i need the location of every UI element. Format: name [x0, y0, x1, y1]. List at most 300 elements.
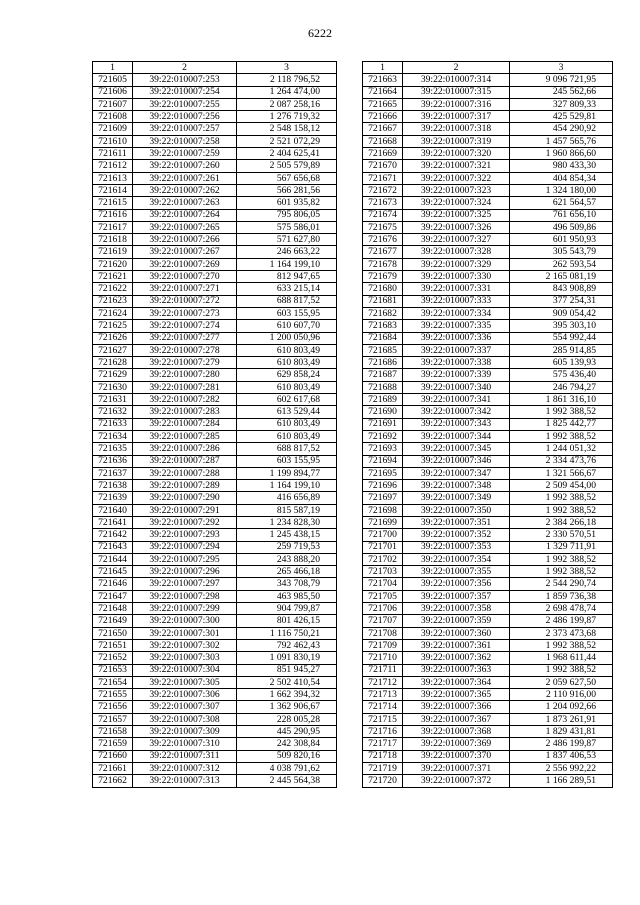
table-row [93, 443, 337, 455]
cadastral-value-cell: 2 445 564,38 [237, 775, 337, 787]
row-number-cell: 721621 [93, 271, 133, 283]
cadastral-number-cell: 39:22:010007:283 [133, 406, 237, 418]
cadastral-number-cell: 39:22:010007:361 [403, 639, 510, 651]
row-number-cell: 721714 [363, 701, 403, 713]
table-row [93, 455, 337, 467]
header-cell: 1 [363, 62, 403, 74]
row-number-cell: 721702 [363, 553, 403, 565]
cadastral-value-cell: 509 820,16 [237, 750, 337, 762]
table-row [363, 664, 613, 676]
cadastral-value-cell: 1 992 388,52 [510, 406, 613, 418]
cadastral-number-cell: 39:22:010007:296 [133, 566, 237, 578]
cadastral-value-cell: 2 544 290,74 [510, 578, 613, 590]
table-row [93, 381, 337, 393]
cadastral-value-cell: 602 617,68 [237, 394, 337, 406]
cadastral-value-cell: 1 204 092,66 [510, 701, 613, 713]
row-number-cell: 721715 [363, 713, 403, 725]
cadastral-number-cell: 39:22:010007:253 [133, 74, 237, 86]
cadastral-number-cell: 39:22:010007:319 [403, 135, 510, 147]
table-row [93, 74, 337, 86]
table-row [93, 480, 337, 492]
row-number-cell: 721674 [363, 209, 403, 221]
table-row [93, 762, 337, 774]
table-row [363, 762, 613, 774]
row-number-cell: 721642 [93, 529, 133, 541]
cadastral-number-cell: 39:22:010007:347 [403, 467, 510, 479]
row-number-cell: 721660 [93, 750, 133, 762]
table-row [363, 381, 613, 393]
cadastral-value-cell: 2 521 072,29 [237, 135, 337, 147]
row-number-cell: 721636 [93, 455, 133, 467]
cadastral-value-cell: 2 486 199,87 [510, 615, 613, 627]
cadastral-number-cell: 39:22:010007:337 [403, 344, 510, 356]
table-row [363, 590, 613, 602]
table-row [363, 430, 613, 442]
cadastral-value-cell: 554 992,44 [510, 332, 613, 344]
cadastral-number-cell: 39:22:010007:282 [133, 394, 237, 406]
row-number-cell: 721680 [363, 283, 403, 295]
cadastral-value-cell: 1 244 051,32 [510, 443, 613, 455]
row-number-cell: 721710 [363, 652, 403, 664]
cadastral-number-cell: 39:22:010007:277 [133, 332, 237, 344]
cadastral-value-cell: 2 059 627,50 [510, 676, 613, 688]
row-number-cell: 721709 [363, 639, 403, 651]
table-row [93, 221, 337, 233]
table-row [93, 578, 337, 590]
cadastral-number-cell: 39:22:010007:348 [403, 480, 510, 492]
cadastral-value-cell: 2 384 266,18 [510, 516, 613, 528]
table-row [93, 172, 337, 184]
cadastral-number-cell: 39:22:010007:328 [403, 246, 510, 258]
cadastral-value-cell: 2 509 454,00 [510, 480, 613, 492]
cadastral-number-cell: 39:22:010007:331 [403, 283, 510, 295]
cadastral-value-cell: 2 505 579,89 [237, 160, 337, 172]
cadastral-value-cell: 243 888,20 [237, 553, 337, 565]
table-row [363, 467, 613, 479]
cadastral-number-cell: 39:22:010007:343 [403, 418, 510, 430]
cadastral-value-cell: 1 324 180,00 [510, 184, 613, 196]
cadastral-value-cell: 815 587,19 [237, 504, 337, 516]
cadastral-number-cell: 39:22:010007:372 [403, 775, 510, 787]
table-row [93, 246, 337, 258]
cadastral-number-cell: 39:22:010007:340 [403, 381, 510, 393]
cadastral-value-cell: 4 038 791,62 [237, 762, 337, 774]
table-row [93, 430, 337, 442]
table-row [363, 406, 613, 418]
row-number-cell: 721648 [93, 603, 133, 615]
cadastral-value-cell: 843 908,89 [510, 283, 613, 295]
row-number-cell: 721639 [93, 492, 133, 504]
cadastral-number-cell: 39:22:010007:273 [133, 307, 237, 319]
cadastral-value-cell: 1 837 406,53 [510, 750, 613, 762]
cadastral-value-cell: 327 809,33 [510, 98, 613, 110]
cadastral-number-cell: 39:22:010007:334 [403, 307, 510, 319]
row-number-cell: 721650 [93, 627, 133, 639]
table-row [363, 676, 613, 688]
table-row [93, 369, 337, 381]
table-row [93, 86, 337, 98]
row-number-cell: 721681 [363, 295, 403, 307]
cadastral-value-cell: 792 462,43 [237, 639, 337, 651]
table-row [93, 615, 337, 627]
table-row [93, 701, 337, 713]
row-number-cell: 721683 [363, 320, 403, 332]
page-number: 6222 [308, 26, 332, 40]
row-number-cell: 721719 [363, 762, 403, 774]
table-row [93, 197, 337, 209]
table-row [363, 258, 613, 270]
row-number-cell: 721632 [93, 406, 133, 418]
cadastral-value-cell: 610 803,49 [237, 344, 337, 356]
cadastral-number-cell: 39:22:010007:299 [133, 603, 237, 615]
cadastral-value-cell: 1 968 611,44 [510, 652, 613, 664]
table-header-row [93, 62, 337, 74]
row-number-cell: 721696 [363, 480, 403, 492]
table-row [93, 98, 337, 110]
table-row [93, 111, 337, 123]
cadastral-value-cell: 1 992 388,52 [510, 553, 613, 565]
cadastral-number-cell: 39:22:010007:322 [403, 172, 510, 184]
cadastral-number-cell: 39:22:010007:303 [133, 652, 237, 664]
row-number-cell: 721694 [363, 455, 403, 467]
cadastral-number-cell: 39:22:010007:256 [133, 111, 237, 123]
cadastral-value-cell: 2 330 570,51 [510, 529, 613, 541]
cadastral-number-cell: 39:22:010007:278 [133, 344, 237, 356]
cadastral-number-cell: 39:22:010007:352 [403, 529, 510, 541]
cadastral-value-cell: 605 139,93 [510, 357, 613, 369]
row-number-cell: 721651 [93, 639, 133, 651]
cadastral-number-cell: 39:22:010007:370 [403, 750, 510, 762]
cadastral-number-cell: 39:22:010007:364 [403, 676, 510, 688]
table-row [363, 701, 613, 713]
row-number-cell: 721692 [363, 430, 403, 442]
row-number-cell: 721690 [363, 406, 403, 418]
table-row [363, 86, 613, 98]
cadastral-value-cell: 1 264 474,00 [237, 86, 337, 98]
row-number-cell: 721670 [363, 160, 403, 172]
row-number-cell: 721619 [93, 246, 133, 258]
row-number-cell: 721679 [363, 271, 403, 283]
table-row [93, 307, 337, 319]
table-row [363, 713, 613, 725]
cadastral-value-cell: 801 426,15 [237, 615, 337, 627]
table-row [93, 209, 337, 221]
row-number-cell: 721706 [363, 603, 403, 615]
row-number-cell: 721705 [363, 590, 403, 602]
table-row [363, 307, 613, 319]
table-row [93, 148, 337, 160]
cadastral-number-cell: 39:22:010007:311 [133, 750, 237, 762]
table-row [363, 332, 613, 344]
cadastral-value-cell: 566 281,56 [237, 184, 337, 196]
cadastral-number-cell: 39:22:010007:359 [403, 615, 510, 627]
cadastral-number-cell: 39:22:010007:371 [403, 762, 510, 774]
cadastral-value-cell: 1 116 750,21 [237, 627, 337, 639]
cadastral-value-cell: 904 799,87 [237, 603, 337, 615]
row-number-cell: 721609 [93, 123, 133, 135]
table-row [363, 443, 613, 455]
cadastral-value-cell: 1 873 261,91 [510, 713, 613, 725]
row-number-cell: 721606 [93, 86, 133, 98]
table-row [93, 406, 337, 418]
row-number-cell: 721662 [93, 775, 133, 787]
cadastral-number-cell: 39:22:010007:318 [403, 123, 510, 135]
table-row [363, 529, 613, 541]
cadastral-value-cell: 285 914,85 [510, 344, 613, 356]
row-number-cell: 721673 [363, 197, 403, 209]
table-row [363, 135, 613, 147]
cadastral-value-cell: 1 861 316,10 [510, 394, 613, 406]
cadastral-number-cell: 39:22:010007:330 [403, 271, 510, 283]
row-number-cell: 721669 [363, 148, 403, 160]
cadastral-number-cell: 39:22:010007:333 [403, 295, 510, 307]
table-row [363, 578, 613, 590]
table-row [93, 320, 337, 332]
table-row [363, 98, 613, 110]
row-number-cell: 721689 [363, 394, 403, 406]
header-cell: 2 [403, 62, 510, 74]
cadastral-value-cell: 259 719,53 [237, 541, 337, 553]
cadastral-value-cell: 404 854,34 [510, 172, 613, 184]
table-row [93, 492, 337, 504]
cadastral-value-cell: 851 945,27 [237, 664, 337, 676]
cadastral-value-cell: 2 404 625,41 [237, 148, 337, 160]
cadastral-number-cell: 39:22:010007:300 [133, 615, 237, 627]
cadastral-number-cell: 39:22:010007:351 [403, 516, 510, 528]
table-row [93, 603, 337, 615]
cadastral-value-cell: 1 164 199,10 [237, 480, 337, 492]
cadastral-value-cell: 463 985,50 [237, 590, 337, 602]
cadastral-number-cell: 39:22:010007:259 [133, 148, 237, 160]
table-row [93, 123, 337, 135]
row-number-cell: 721698 [363, 504, 403, 516]
cadastral-number-cell: 39:22:010007:365 [403, 689, 510, 701]
cadastral-value-cell: 1 825 442,77 [510, 418, 613, 430]
row-number-cell: 721637 [93, 467, 133, 479]
cadastral-number-cell: 39:22:010007:341 [403, 394, 510, 406]
row-number-cell: 721675 [363, 221, 403, 233]
table-row [93, 135, 337, 147]
cadastral-number-cell: 39:22:010007:323 [403, 184, 510, 196]
cadastral-value-cell: 1 992 388,52 [510, 566, 613, 578]
header-cell: 2 [133, 62, 237, 74]
table-row [363, 234, 613, 246]
row-number-cell: 721631 [93, 394, 133, 406]
row-number-cell: 721654 [93, 676, 133, 688]
table-row [363, 615, 613, 627]
row-number-cell: 721677 [363, 246, 403, 258]
row-number-cell: 721716 [363, 726, 403, 738]
table-row [363, 344, 613, 356]
cadastral-number-cell: 39:22:010007:368 [403, 726, 510, 738]
table-row [93, 639, 337, 651]
table-row [93, 738, 337, 750]
row-number-cell: 721659 [93, 738, 133, 750]
table-row [363, 504, 613, 516]
cadastral-value-cell: 1 859 736,38 [510, 590, 613, 602]
cadastral-number-cell: 39:22:010007:293 [133, 529, 237, 541]
row-number-cell: 721641 [93, 516, 133, 528]
cadastral-value-cell: 265 466,18 [237, 566, 337, 578]
cadastral-number-cell: 39:22:010007:315 [403, 86, 510, 98]
row-number-cell: 721611 [93, 148, 133, 160]
cadastral-number-cell: 39:22:010007:324 [403, 197, 510, 209]
cadastral-number-cell: 39:22:010007:342 [403, 406, 510, 418]
cadastral-number-cell: 39:22:010007:288 [133, 467, 237, 479]
table-row [363, 111, 613, 123]
cadastral-number-cell: 39:22:010007:305 [133, 676, 237, 688]
cadastral-number-cell: 39:22:010007:260 [133, 160, 237, 172]
row-number-cell: 721614 [93, 184, 133, 196]
cadastral-value-cell: 571 627,80 [237, 234, 337, 246]
table-row [363, 566, 613, 578]
cadastral-value-cell: 1 992 388,52 [510, 664, 613, 676]
row-number-cell: 721655 [93, 689, 133, 701]
table-row [363, 394, 613, 406]
row-number-cell: 721623 [93, 295, 133, 307]
cadastral-value-cell: 425 529,81 [510, 111, 613, 123]
table-row [363, 295, 613, 307]
cadastral-value-cell: 2 087 258,16 [237, 98, 337, 110]
cadastral-value-cell: 242 308,84 [237, 738, 337, 750]
cadastral-value-cell: 2 698 478,74 [510, 603, 613, 615]
table-row [363, 197, 613, 209]
cadastral-value-cell: 1 960 866,60 [510, 148, 613, 160]
row-number-cell: 721713 [363, 689, 403, 701]
cadastral-value-cell: 2 373 473,68 [510, 627, 613, 639]
table-row [93, 775, 337, 787]
row-number-cell: 721701 [363, 541, 403, 553]
row-number-cell: 721622 [93, 283, 133, 295]
row-number-cell: 721693 [363, 443, 403, 455]
cadastral-number-cell: 39:22:010007:346 [403, 455, 510, 467]
cadastral-number-cell: 39:22:010007:307 [133, 701, 237, 713]
cadastral-value-cell: 1 992 388,52 [510, 639, 613, 651]
cadastral-number-cell: 39:22:010007:304 [133, 664, 237, 676]
cadastral-value-cell: 1 245 438,15 [237, 529, 337, 541]
table-row [363, 418, 613, 430]
cadastral-value-table-right [362, 61, 613, 788]
row-number-cell: 721685 [363, 344, 403, 356]
table-row [363, 160, 613, 172]
cadastral-value-cell: 1 164 199,10 [237, 258, 337, 270]
row-number-cell: 721666 [363, 111, 403, 123]
row-number-cell: 721672 [363, 184, 403, 196]
header-cell: 3 [510, 62, 613, 74]
row-number-cell: 721687 [363, 369, 403, 381]
row-number-cell: 721646 [93, 578, 133, 590]
row-number-cell: 721658 [93, 726, 133, 738]
table-row [363, 283, 613, 295]
cadastral-number-cell: 39:22:010007:312 [133, 762, 237, 774]
cadastral-number-cell: 39:22:010007:320 [403, 148, 510, 160]
row-number-cell: 721626 [93, 332, 133, 344]
table-row [93, 664, 337, 676]
table-row [363, 541, 613, 553]
row-number-cell: 721640 [93, 504, 133, 516]
cadastral-number-cell: 39:22:010007:354 [403, 553, 510, 565]
cadastral-number-cell: 39:22:010007:339 [403, 369, 510, 381]
cadastral-value-cell: 1 234 828,30 [237, 516, 337, 528]
cadastral-number-cell: 39:22:010007:280 [133, 369, 237, 381]
cadastral-value-cell: 621 564,57 [510, 197, 613, 209]
cadastral-value-cell: 1 199 894,77 [237, 467, 337, 479]
cadastral-number-cell: 39:22:010007:326 [403, 221, 510, 233]
table-row [93, 713, 337, 725]
cadastral-number-cell: 39:22:010007:357 [403, 590, 510, 602]
cadastral-value-cell: 2 165 081,19 [510, 271, 613, 283]
cadastral-number-cell: 39:22:010007:335 [403, 320, 510, 332]
cadastral-number-cell: 39:22:010007:310 [133, 738, 237, 750]
cadastral-number-cell: 39:22:010007:313 [133, 775, 237, 787]
cadastral-number-cell: 39:22:010007:353 [403, 541, 510, 553]
table-row [93, 184, 337, 196]
cadastral-value-cell: 567 656,68 [237, 172, 337, 184]
row-number-cell: 721720 [363, 775, 403, 787]
cadastral-value-cell: 416 656,89 [237, 492, 337, 504]
table-row [363, 455, 613, 467]
table-row [93, 283, 337, 295]
table-row [363, 516, 613, 528]
cadastral-value-cell: 1 321 566,67 [510, 467, 613, 479]
row-number-cell: 721667 [363, 123, 403, 135]
table-row [363, 652, 613, 664]
row-number-cell: 721608 [93, 111, 133, 123]
cadastral-number-cell: 39:22:010007:336 [403, 332, 510, 344]
table-row [363, 553, 613, 565]
row-number-cell: 721718 [363, 750, 403, 762]
table-row [363, 603, 613, 615]
cadastral-value-cell: 228 005,28 [237, 713, 337, 725]
table-row [363, 639, 613, 651]
table-row [93, 418, 337, 430]
table-row [93, 394, 337, 406]
table-row [93, 234, 337, 246]
table-row [363, 627, 613, 639]
row-number-cell: 721653 [93, 664, 133, 676]
table-row [363, 246, 613, 258]
row-number-cell: 721645 [93, 566, 133, 578]
row-number-cell: 721691 [363, 418, 403, 430]
table-row [363, 492, 613, 504]
cadastral-value-cell: 575 586,01 [237, 221, 337, 233]
row-number-cell: 721633 [93, 418, 133, 430]
row-number-cell: 721627 [93, 344, 133, 356]
cadastral-number-cell: 39:22:010007:272 [133, 295, 237, 307]
cadastral-number-cell: 39:22:010007:358 [403, 603, 510, 615]
cadastral-number-cell: 39:22:010007:264 [133, 209, 237, 221]
cadastral-number-cell: 39:22:010007:254 [133, 86, 237, 98]
cadastral-number-cell: 39:22:010007:261 [133, 172, 237, 184]
table-row [93, 332, 337, 344]
row-number-cell: 721686 [363, 357, 403, 369]
cadastral-number-cell: 39:22:010007:255 [133, 98, 237, 110]
table-row [363, 74, 613, 86]
header-cell: 1 [93, 62, 133, 74]
cadastral-value-cell: 688 817,52 [237, 443, 337, 455]
cadastral-value-cell: 245 562,66 [510, 86, 613, 98]
cadastral-number-cell: 39:22:010007:366 [403, 701, 510, 713]
table-row [93, 467, 337, 479]
cadastral-value-cell: 601 950,93 [510, 234, 613, 246]
row-number-cell: 721671 [363, 172, 403, 184]
table-row [93, 516, 337, 528]
table-row [363, 480, 613, 492]
row-number-cell: 721634 [93, 430, 133, 442]
cadastral-number-cell: 39:22:010007:281 [133, 381, 237, 393]
table-row [93, 504, 337, 516]
cadastral-value-cell: 1 662 394,32 [237, 689, 337, 701]
